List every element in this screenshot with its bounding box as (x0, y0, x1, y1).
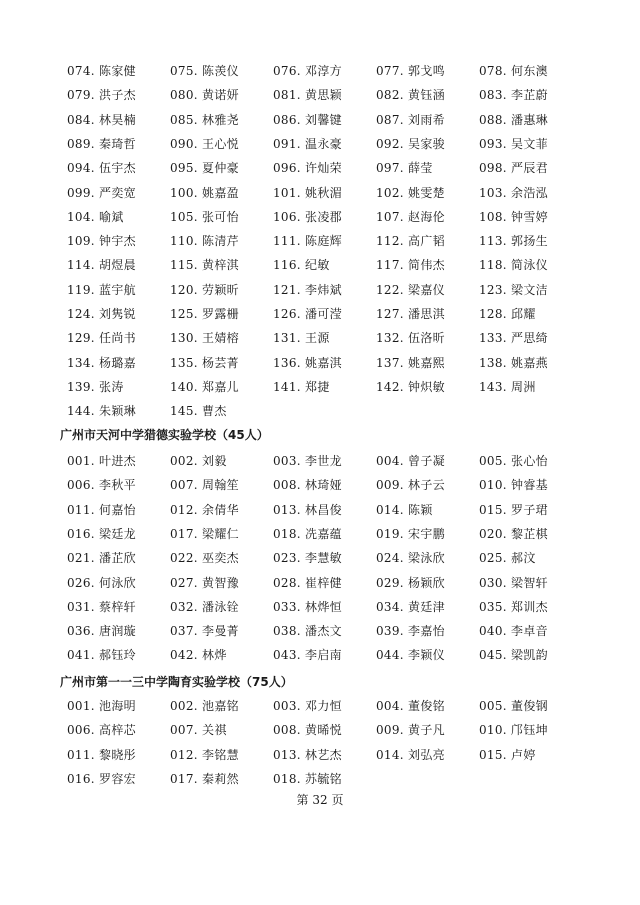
name-entry: 117. 简伟杰 (376, 258, 445, 273)
name-entry: 145. 曹杰 (170, 404, 227, 419)
name-entry: 127. 潘思淇 (376, 307, 445, 321)
name-entry: 007. 关祺 (170, 723, 227, 738)
name-row (67, 643, 607, 667)
name-entry: 092. 吴家骏 (376, 136, 445, 151)
name-entry: 091. 温永豪 (273, 136, 342, 151)
name-entry: 023. 李慧敏 (273, 551, 342, 566)
name-entry: 115. 黄梓淇 (170, 258, 239, 273)
section-title: 广州市天河中学猎德实验学校（45人） (60, 428, 269, 442)
name-entry: 080. 黄诺妍 (170, 88, 239, 103)
name-entry: 141. 郑捷 (273, 379, 330, 394)
name-entry: 105. 张可怡 (170, 209, 239, 224)
name-row (67, 278, 607, 302)
name-entry: 018. 冼嘉蕴 (273, 526, 342, 541)
name-row (67, 253, 607, 277)
name-entry: 074. 陈家健 (67, 64, 136, 78)
name-entry: 020. 黎芷棋 (479, 526, 548, 541)
name-entry: 111. 陈庭辉 (273, 234, 342, 249)
name-entry: 017. 秦莉然 (170, 771, 239, 786)
name-entry: 144. 朱颖琳 (67, 404, 136, 419)
name-entry: 012. 李铭慧 (170, 747, 239, 762)
name-entry: 120. 劳颖昕 (170, 282, 239, 297)
name-entry: 129. 任尚书 (67, 331, 136, 346)
name-entry: 039. 李嘉怡 (376, 624, 445, 639)
name-row (67, 595, 607, 619)
name-entry: 104. 喻斌 (67, 209, 124, 224)
name-entry: 021. 潘芷欣 (67, 551, 136, 566)
name-row (67, 767, 607, 791)
name-entry: 125. 罗露栅 (170, 307, 239, 321)
name-entry: 044. 李颖仪 (376, 648, 445, 663)
name-row (67, 694, 607, 718)
name-entry: 001. 池海明 (67, 699, 136, 713)
name-entry: 045. 梁凯韵 (479, 648, 548, 663)
name-entry: 140. 郑嘉儿 (170, 379, 239, 394)
name-entry: 025. 郝汶 (479, 551, 536, 566)
name-row (67, 302, 607, 326)
name-row (67, 399, 607, 423)
name-entry: 134. 杨璐嘉 (67, 355, 136, 370)
name-entry: 089. 秦琦哲 (67, 136, 136, 151)
name-entry: 026. 何泳欣 (67, 575, 136, 590)
name-row (67, 375, 607, 399)
name-entry: 031. 蔡梓轩 (67, 599, 136, 614)
name-entry: 013. 林昌俊 (273, 502, 342, 517)
name-entry: 075. 陈羡仪 (170, 64, 239, 78)
name-entry: 118. 简泳仪 (479, 258, 548, 273)
name-entry: 130. 王婧榕 (170, 331, 239, 346)
name-entry: 133. 严思绮 (479, 331, 548, 346)
name-entry: 137. 姚嘉熙 (376, 355, 445, 370)
name-row (67, 498, 607, 522)
name-entry: 006. 李秋平 (67, 478, 136, 493)
name-entry: 030. 梁智轩 (479, 575, 548, 590)
name-entry: 003. 邓力恒 (273, 699, 342, 713)
name-entry: 110. 陈清芹 (170, 234, 239, 249)
name-entry: 078. 何东澳 (479, 64, 548, 78)
name-entry: 013. 林艺杰 (273, 747, 342, 762)
name-entry: 033. 林烨恒 (273, 599, 342, 614)
name-entry: 015. 卢婷 (479, 747, 536, 762)
name-row (67, 473, 607, 497)
name-entry: 016. 罗容宏 (67, 771, 136, 786)
name-entry: 085. 林雅尧 (170, 112, 239, 127)
name-entry: 124. 刘隽锐 (67, 307, 136, 321)
name-entry: 082. 黄钰涵 (376, 88, 445, 103)
name-entry: 079. 洪子杰 (67, 88, 136, 103)
name-row (67, 132, 607, 156)
name-entry: 029. 杨颖欣 (376, 575, 445, 590)
name-entry: 040. 李卓音 (479, 624, 548, 639)
name-entry: 077. 郭戈鸣 (376, 64, 445, 78)
name-entry: 086. 刘馨键 (273, 112, 342, 127)
name-entry: 011. 黎晓彤 (67, 747, 136, 762)
name-entry: 032. 潘泳铨 (170, 599, 239, 614)
name-row (67, 326, 607, 350)
section-title: 广州市第一一三中学陶育实验学校（75人） (60, 675, 293, 689)
name-entry: 100. 姚嘉盈 (170, 185, 239, 200)
name-entry: 097. 薛莹 (376, 161, 433, 176)
name-entry: 084. 林昊楠 (67, 112, 136, 127)
name-entry: 009. 黄子凡 (376, 723, 445, 738)
name-entry: 009. 林子云 (376, 478, 445, 493)
name-row (67, 571, 607, 595)
name-entry: 101. 姚秋湄 (273, 185, 342, 200)
name-entry: 103. 余浩泓 (479, 185, 548, 200)
name-entry: 043. 李启南 (273, 648, 342, 663)
name-entry: 041. 郝钰玲 (67, 648, 136, 663)
name-entry: 096. 许灿荣 (273, 161, 342, 176)
name-entry: 014. 陈颖 (376, 502, 433, 517)
name-row (67, 59, 607, 83)
name-entry: 142. 钟炽敏 (376, 379, 445, 394)
name-entry: 098. 严辰君 (479, 161, 548, 176)
name-entry: 002. 池嘉铭 (170, 699, 239, 713)
name-entry: 112. 高广韬 (376, 234, 445, 249)
name-entry: 128. 邱耀 (479, 307, 536, 321)
name-entry: 005. 张心怡 (479, 454, 548, 468)
name-entry: 121. 李炜斌 (273, 282, 342, 297)
name-entry: 014. 刘弘亮 (376, 747, 445, 762)
name-entry: 093. 吴文菲 (479, 136, 548, 151)
name-entry: 038. 潘杰文 (273, 624, 342, 639)
name-entry: 136. 姚嘉淇 (273, 355, 342, 370)
name-entry: 028. 崔梓健 (273, 575, 342, 590)
name-entry: 090. 王心悦 (170, 136, 239, 151)
name-entry: 083. 李芷蔚 (479, 88, 548, 103)
name-entry: 002. 刘毅 (170, 454, 227, 468)
name-entry: 081. 黄思颖 (273, 88, 342, 103)
name-row (67, 229, 607, 253)
name-entry: 004. 董俊铭 (376, 699, 445, 713)
name-entry: 106. 张凌郡 (273, 209, 342, 224)
name-entry: 138. 姚嘉燕 (479, 355, 548, 370)
name-entry: 076. 邓淳方 (273, 64, 342, 78)
name-entry: 122. 梁嘉仪 (376, 282, 445, 297)
name-entry: 116. 纪敏 (273, 258, 330, 273)
name-entry: 008. 黄晞悦 (273, 723, 342, 738)
name-entry: 037. 李曼菁 (170, 624, 239, 639)
name-entry: 139. 张涛 (67, 379, 124, 394)
name-entry: 018. 苏毓铭 (273, 771, 342, 786)
name-entry: 024. 梁泳欣 (376, 551, 445, 566)
name-entry: 010. 钟睿基 (479, 478, 548, 493)
name-entry: 036. 唐润璇 (67, 624, 136, 639)
name-entry: 007. 周翰笙 (170, 478, 239, 493)
name-entry: 004. 曾子凝 (376, 454, 445, 468)
name-row (67, 83, 607, 107)
name-entry: 102. 姚雯楚 (376, 185, 445, 200)
name-entry: 042. 林烨 (170, 648, 227, 663)
name-entry: 034. 黄廷津 (376, 599, 445, 614)
name-row (67, 205, 607, 229)
name-entry: 011. 何嘉怡 (67, 502, 136, 517)
name-row (67, 546, 607, 570)
name-row (67, 449, 607, 473)
name-entry: 016. 梁廷龙 (67, 526, 136, 541)
name-entry: 095. 夏仲豪 (170, 161, 239, 176)
name-row (67, 619, 607, 643)
name-entry: 022. 巫奕杰 (170, 551, 239, 566)
name-entry: 119. 蓝宇航 (67, 282, 136, 297)
name-entry: 008. 林琦娅 (273, 478, 342, 493)
name-row (67, 718, 607, 742)
name-row (67, 108, 607, 132)
name-entry: 113. 郭扬生 (479, 234, 548, 249)
name-entry: 010. 邝钰坤 (479, 723, 548, 738)
name-entry: 132. 伍洛昕 (376, 331, 445, 346)
name-entry: 003. 李世龙 (273, 454, 342, 468)
name-entry: 135. 杨芸菁 (170, 355, 239, 370)
name-entry: 123. 梁文洁 (479, 282, 548, 297)
name-entry: 015. 罗子珺 (479, 502, 548, 517)
name-entry: 107. 赵海伦 (376, 209, 445, 224)
name-entry: 143. 周洲 (479, 379, 536, 394)
name-row (67, 181, 607, 205)
name-row (67, 743, 607, 767)
name-row (67, 156, 607, 180)
name-entry: 126. 潘可滢 (273, 307, 342, 321)
name-row (67, 351, 607, 375)
name-entry: 006. 高梓芯 (67, 723, 136, 738)
name-row (67, 522, 607, 546)
name-entry: 035. 郑训杰 (479, 599, 548, 614)
name-entry: 131. 王源 (273, 331, 330, 346)
name-entry: 019. 宋宇鹏 (376, 526, 445, 541)
name-entry: 001. 叶进杰 (67, 454, 136, 468)
name-entry: 088. 潘惠琳 (479, 112, 548, 127)
name-entry: 012. 余倩华 (170, 502, 239, 517)
page-footer: 第 32 页 (296, 793, 344, 807)
name-entry: 005. 董俊钢 (479, 699, 548, 713)
name-entry: 087. 刘雨希 (376, 112, 445, 127)
name-entry: 109. 钟宇杰 (67, 234, 136, 249)
name-entry: 099. 严奕宽 (67, 185, 136, 200)
name-entry: 027. 黄智豫 (170, 575, 239, 590)
name-entry: 017. 梁耀仁 (170, 526, 239, 541)
name-entry: 094. 伍宇杰 (67, 161, 136, 176)
name-entry: 108. 钟雪婷 (479, 209, 548, 224)
name-entry: 114. 胡煜晨 (67, 258, 136, 273)
